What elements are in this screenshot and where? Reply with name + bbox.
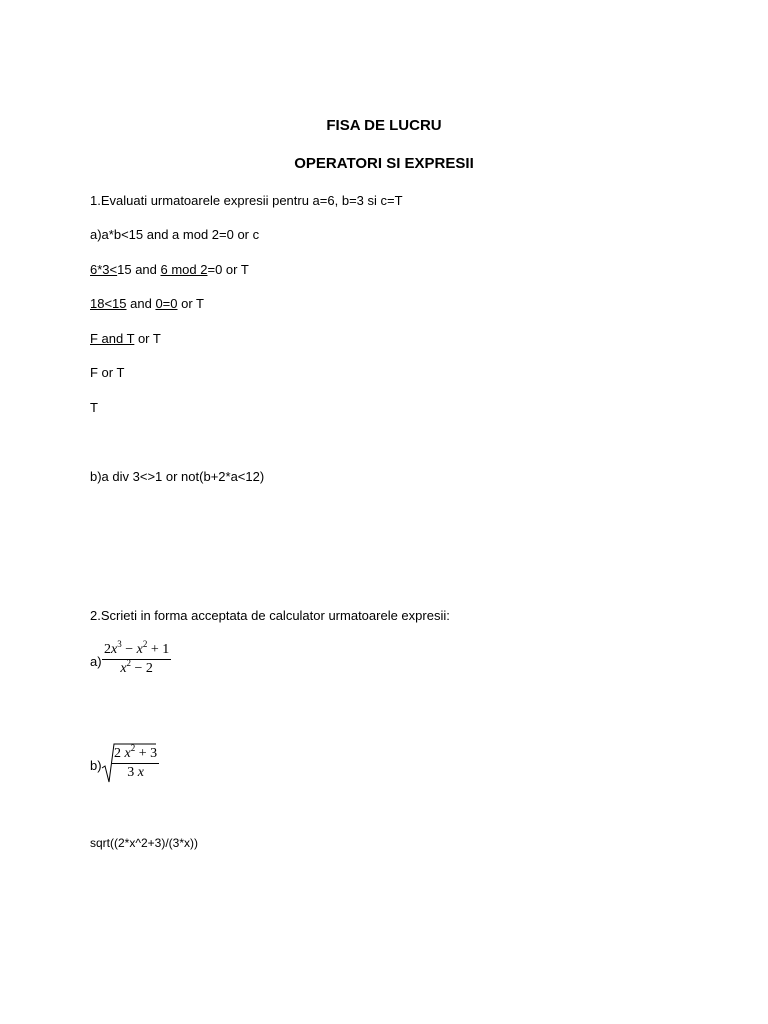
exercise-2a-label: a) — [90, 654, 102, 669]
exercise-2b-denominator — [125, 764, 146, 781]
exercise-2b-label: b) — [90, 758, 102, 773]
exponent: 2 — [142, 639, 148, 649]
variable: x — [137, 765, 144, 780]
exponent: 3 — [117, 639, 122, 649]
step-3-underlined-part: F and T — [90, 331, 135, 346]
step-2-text: or T — [177, 296, 204, 311]
variable: x — [111, 642, 118, 657]
exercise-1a-step-5: T — [90, 400, 98, 415]
exercise-1a-step-3 — [90, 331, 161, 347]
exercise-1-heading: 1.Evaluati urmatoarele expresii pentru a=6, b=3 si c=T — [90, 193, 403, 208]
document-subtitle: OPERATORI SI EXPRESII — [294, 155, 474, 172]
exercise-2-heading: 2.Scrieti in forma acceptata de calculator urmatoarele expresii: — [90, 608, 450, 623]
exponent: 2 — [126, 658, 132, 668]
variable: x — [124, 746, 131, 761]
exercise-1b-expression: b)a div 3<>1 or not(b+2*a<12) — [90, 469, 265, 484]
operator: + 1 — [147, 642, 170, 657]
operator: − — [121, 642, 137, 657]
coefficient: 2 — [114, 746, 121, 761]
exercise-2a-numerator — [102, 639, 171, 660]
operator: − 2 — [131, 661, 153, 676]
exercise-2b-numerator — [112, 743, 159, 764]
exponent: 2 — [130, 743, 136, 753]
step-3-text: or T — [134, 331, 161, 346]
exercise-1a-expression: a)a*b<15 and a mod 2=0 or c — [90, 227, 260, 242]
operator: + 3 — [135, 746, 158, 761]
variable: x — [136, 642, 143, 657]
document-title: FISA DE LUCRU — [326, 117, 442, 134]
step-1-text: 15 and — [117, 262, 161, 277]
exercise-2b-answer: sqrt((2*x^2+3)/(3*x)) — [90, 836, 198, 850]
step-1-underlined-part: 6 mod 2 — [160, 262, 208, 277]
coefficient: 3 — [127, 765, 135, 780]
step-2-underlined-part: 18<15 — [90, 296, 127, 311]
variable: x — [120, 661, 127, 676]
exercise-2a-fraction — [102, 639, 171, 677]
coefficient: 2 — [104, 642, 111, 657]
step-1-underlined-part: 6*3< — [90, 262, 118, 277]
step-2-underlined-part: 0=0 — [155, 296, 178, 311]
exercise-1a-step-4: F or T — [90, 365, 125, 380]
step-2-text: and — [126, 296, 156, 311]
exercise-2a-denominator — [118, 660, 155, 677]
step-1-text: =0 or T — [207, 262, 249, 277]
exercise-2b-fraction — [112, 743, 159, 781]
exercise-1a-step-1 — [90, 262, 249, 278]
exercise-1a-step-2 — [90, 296, 204, 312]
